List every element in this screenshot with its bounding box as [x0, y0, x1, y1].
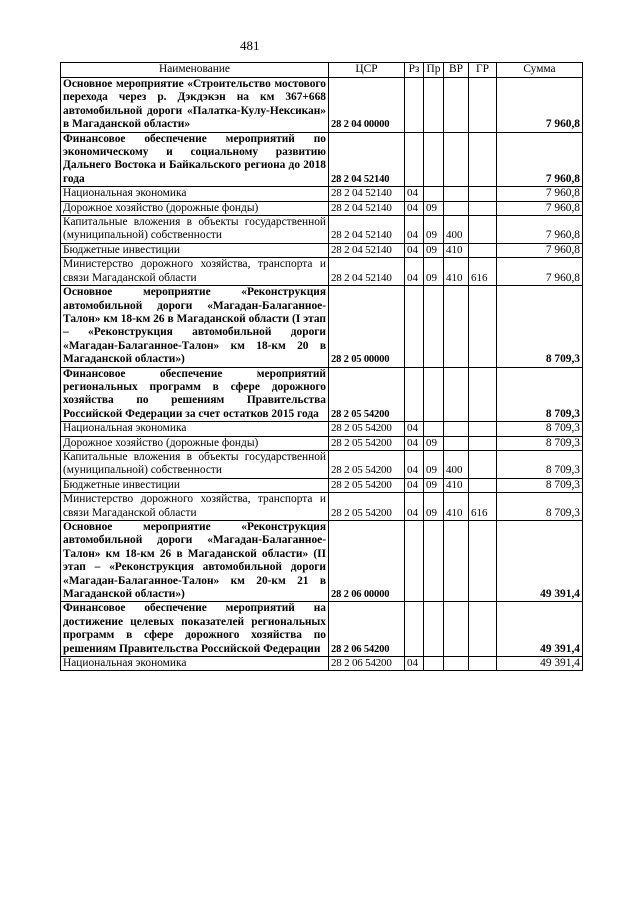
cell-name: Национальная экономика: [61, 422, 329, 436]
table-header-row: [61, 63, 583, 78]
table-row: [61, 132, 583, 187]
cell-csr: 28 2 06 00000: [329, 521, 405, 602]
cell-csr: 28 2 04 52140: [329, 201, 405, 215]
cell-rz: 04: [405, 258, 424, 286]
cell-rz: [405, 367, 424, 422]
cell-name: Финансовое обеспечение мероприятий по экономическому и социальному развитию Дальнего Востока и Байкальского региона до 2018 года: [61, 132, 329, 187]
cell-pr: [424, 367, 444, 422]
cell-name: Министерство дорожного хозяйства, транспорта и связи Магаданской области: [61, 258, 329, 286]
budget-table: [60, 62, 583, 671]
header-gr: ГР: [469, 63, 497, 78]
cell-rz: [405, 521, 424, 602]
cell-gr: [469, 201, 497, 215]
table-row: [61, 493, 583, 521]
header-csr: ЦСР: [329, 63, 405, 78]
table-row: [61, 367, 583, 422]
cell-gr: [469, 78, 497, 133]
cell-rz: 04: [405, 436, 424, 450]
cell-gr: [469, 436, 497, 450]
cell-gr: [469, 521, 497, 602]
cell-rz: [405, 286, 424, 367]
cell-name: Бюджетные инвестиции: [61, 478, 329, 492]
cell-gr: [469, 478, 497, 492]
cell-sum: 49 391,4: [497, 657, 583, 671]
table-row: [61, 602, 583, 657]
cell-name: Финансовое обеспечение мероприятий на достижение целевых показателей региональных программ в сфере дорожного хозяйства по решениям Правительства Российской Федерации: [61, 602, 329, 657]
cell-csr: 28 2 05 54200: [329, 367, 405, 422]
cell-name: Дорожное хозяйство (дорожные фонды): [61, 436, 329, 450]
table-body: [61, 78, 583, 671]
cell-name: Дорожное хозяйство (дорожные фонды): [61, 201, 329, 215]
cell-sum: 8 709,3: [497, 422, 583, 436]
cell-sum: 7 960,8: [497, 187, 583, 201]
cell-pr: [424, 422, 444, 436]
cell-sum: 8 709,3: [497, 367, 583, 422]
cell-csr: 28 2 04 52140: [329, 216, 405, 244]
cell-pr: 09: [424, 436, 444, 450]
cell-rz: [405, 602, 424, 657]
cell-name: Капитальные вложения в объекты государственной (муниципальной) собственности: [61, 216, 329, 244]
table-row: [61, 657, 583, 671]
cell-gr: [469, 187, 497, 201]
cell-vr: 400: [444, 216, 469, 244]
cell-gr: [469, 422, 497, 436]
cell-vr: 410: [444, 243, 469, 257]
cell-pr: [424, 132, 444, 187]
cell-name: Основное мероприятие «Строительство мостового перехода через р. Дэкдэкэн на км 367+668 автомобильной дороги «Палатка-Кулу-Нексикан» в Магаданской области»: [61, 78, 329, 133]
cell-vr: 410: [444, 478, 469, 492]
header-vr: ВР: [444, 63, 469, 78]
cell-pr: [424, 286, 444, 367]
cell-sum: 49 391,4: [497, 602, 583, 657]
cell-gr: [469, 657, 497, 671]
cell-csr: 28 2 06 54200: [329, 657, 405, 671]
cell-name: Основное мероприятие «Реконструкция автомобильной дороги «Магадан-Балаганное-Талон» км 18-км 26 в Магаданской области» (II этап – «Реконструкция автомобильной дороги «Магадан-Балаганное-Талон» км 20-км 21 в Магаданской области»): [61, 521, 329, 602]
cell-sum: 7 960,8: [497, 201, 583, 215]
cell-pr: 09: [424, 201, 444, 215]
cell-sum: 8 709,3: [497, 478, 583, 492]
cell-csr: 28 2 05 54200: [329, 493, 405, 521]
table-row: [61, 286, 583, 367]
header-pr: Пр: [424, 63, 444, 78]
cell-pr: [424, 602, 444, 657]
cell-sum: 7 960,8: [497, 243, 583, 257]
cell-csr: 28 2 05 54200: [329, 422, 405, 436]
cell-sum: 8 709,3: [497, 436, 583, 450]
cell-rz: 04: [405, 450, 424, 478]
cell-name: Капитальные вложения в объекты государственной (муниципальной) собственности: [61, 450, 329, 478]
cell-vr: [444, 602, 469, 657]
cell-csr: 28 2 05 54200: [329, 478, 405, 492]
page-number: 481: [240, 38, 260, 53]
cell-vr: [444, 657, 469, 671]
cell-rz: 04: [405, 478, 424, 492]
cell-pr: 09: [424, 478, 444, 492]
cell-csr: 28 2 04 52140: [329, 243, 405, 257]
cell-rz: 04: [405, 243, 424, 257]
cell-pr: 09: [424, 450, 444, 478]
cell-rz: [405, 78, 424, 133]
cell-gr: [469, 216, 497, 244]
cell-gr: [469, 450, 497, 478]
header-sum: Сумма: [497, 63, 583, 78]
cell-gr: 616: [469, 258, 497, 286]
table-row: [61, 187, 583, 201]
table-row: [61, 243, 583, 257]
table-row: [61, 521, 583, 602]
cell-sum: 7 960,8: [497, 258, 583, 286]
cell-sum: 49 391,4: [497, 521, 583, 602]
cell-name: Основное мероприятие «Реконструкция автомобильной дороги «Магадан-Балаганное-Талон» км 18-км 26 в Магаданской области (I этап – «Реконструкция автомобильной дороги «Магадан-Балаганное-Талон» км 18-км 20 в Магаданской области»): [61, 286, 329, 367]
cell-pr: 09: [424, 243, 444, 257]
cell-vr: [444, 422, 469, 436]
cell-gr: [469, 243, 497, 257]
cell-name: Национальная экономика: [61, 187, 329, 201]
cell-name: Бюджетные инвестиции: [61, 243, 329, 257]
cell-csr: 28 2 04 52140: [329, 187, 405, 201]
cell-rz: 04: [405, 187, 424, 201]
cell-pr: [424, 657, 444, 671]
cell-pr: [424, 521, 444, 602]
cell-name: Финансовое обеспечение мероприятий региональных программ в сфере дорожного хозяйства по решениям Правительства Российской Федерации за счет остатков 2015 года: [61, 367, 329, 422]
cell-sum: 8 709,3: [497, 493, 583, 521]
cell-sum: 8 709,3: [497, 286, 583, 367]
cell-vr: 400: [444, 450, 469, 478]
cell-csr: 28 2 04 52140: [329, 132, 405, 187]
cell-sum: 7 960,8: [497, 78, 583, 133]
cell-rz: 04: [405, 216, 424, 244]
cell-gr: [469, 367, 497, 422]
cell-sum: 8 709,3: [497, 450, 583, 478]
cell-rz: 04: [405, 201, 424, 215]
cell-csr: 28 2 05 00000: [329, 286, 405, 367]
header-rz: Рз: [405, 63, 424, 78]
cell-rz: 04: [405, 493, 424, 521]
header-name: Наименование: [61, 63, 329, 78]
table-row: [61, 436, 583, 450]
cell-pr: 09: [424, 258, 444, 286]
cell-vr: [444, 521, 469, 602]
cell-pr: 09: [424, 216, 444, 244]
cell-vr: [444, 132, 469, 187]
cell-name: Национальная экономика: [61, 657, 329, 671]
cell-csr: 28 2 06 54200: [329, 602, 405, 657]
table-row: [61, 78, 583, 133]
table-row: [61, 422, 583, 436]
cell-csr: 28 2 04 52140: [329, 258, 405, 286]
cell-sum: 7 960,8: [497, 216, 583, 244]
cell-vr: 410: [444, 493, 469, 521]
cell-gr: [469, 286, 497, 367]
cell-rz: [405, 132, 424, 187]
cell-pr: [424, 187, 444, 201]
table-row: [61, 201, 583, 215]
cell-rz: 04: [405, 657, 424, 671]
table-row: [61, 258, 583, 286]
cell-pr: 09: [424, 493, 444, 521]
cell-gr: [469, 602, 497, 657]
cell-vr: [444, 201, 469, 215]
cell-vr: [444, 78, 469, 133]
cell-gr: 616: [469, 493, 497, 521]
cell-gr: [469, 132, 497, 187]
cell-pr: [424, 78, 444, 133]
cell-rz: 04: [405, 422, 424, 436]
cell-vr: [444, 436, 469, 450]
cell-vr: [444, 286, 469, 367]
table-row: [61, 478, 583, 492]
cell-name: Министерство дорожного хозяйства, транспорта и связи Магаданской области: [61, 493, 329, 521]
cell-vr: 410: [444, 258, 469, 286]
cell-vr: [444, 367, 469, 422]
cell-vr: [444, 187, 469, 201]
cell-csr: 28 2 05 54200: [329, 450, 405, 478]
cell-sum: 7 960,8: [497, 132, 583, 187]
cell-csr: 28 2 04 00000: [329, 78, 405, 133]
table-row: [61, 216, 583, 244]
table-row: [61, 450, 583, 478]
cell-csr: 28 2 05 54200: [329, 436, 405, 450]
